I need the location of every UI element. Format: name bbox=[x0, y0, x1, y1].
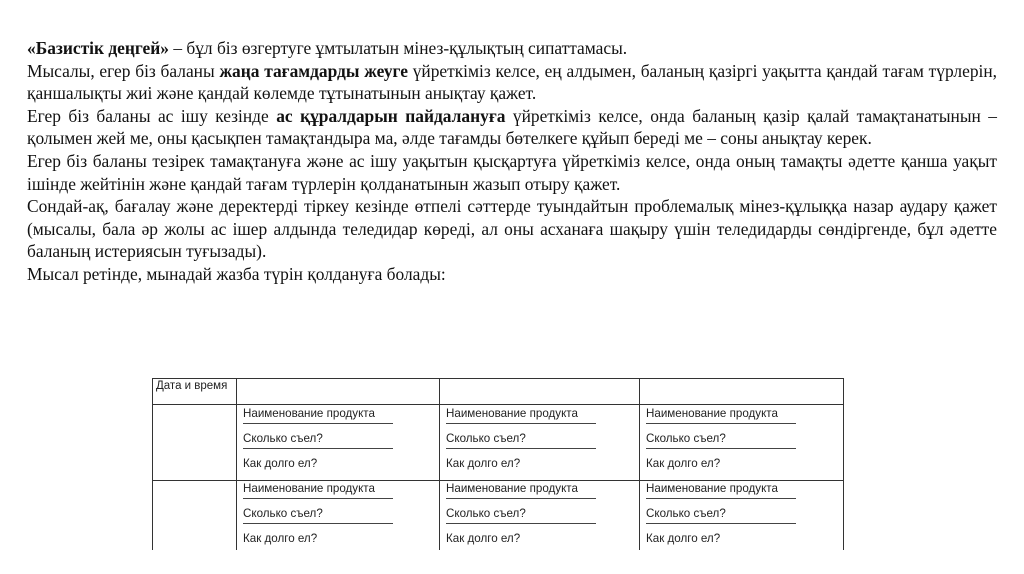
food-log-table bbox=[152, 378, 844, 550]
product-name-field: Наименование продукта bbox=[646, 407, 796, 424]
product-name-field: Наименование продукта bbox=[446, 407, 596, 424]
amount-eaten-field: Сколько съел? bbox=[646, 507, 796, 524]
table-row bbox=[236, 404, 843, 480]
eating-duration-field: Как долго ел? bbox=[446, 532, 521, 545]
paragraph bbox=[27, 150, 997, 195]
eating-duration-field: Как долго ел? bbox=[646, 457, 721, 470]
paragraph bbox=[27, 37, 997, 60]
paragraph bbox=[27, 263, 997, 286]
text-run: Сондай-ақ, бағалау және деректерді тіркеу кезінде өтпелі сәттерде туындайтын проблемалық мінез-құлыққа назар аудару қажет (мысалы, бала әр жолы ас ішер алдында теледидар көреді, ал оны асханаға шақыру үшін теледидарды сөндіргенде, бұл әдетте баланың истериясын туғызады). bbox=[27, 196, 997, 262]
text-run: Мысалы, егер біз баланы bbox=[27, 60, 220, 81]
paragraph bbox=[27, 60, 997, 105]
bold-term: ас құралдарын пайдалануға bbox=[276, 105, 506, 126]
eating-duration-field: Как долго ел? bbox=[646, 532, 721, 545]
text-run: Егер біз баланы тезірек тамақтануға және ас ішу уақытын қысқартуға үйреткіміз келсе, онда оның тамақты әдетте қанша уақыт ішінде жейтінін және қандай тағам түрлерін қолданатынын жазып отыру қажет. bbox=[27, 150, 997, 194]
date-time-header: Дата и время bbox=[156, 380, 228, 392]
product-name-field: Наименование продукта bbox=[646, 482, 796, 499]
amount-eaten-field: Сколько съел? bbox=[446, 432, 596, 449]
eating-duration-field: Как долго ел? bbox=[446, 457, 521, 470]
bold-term: «Базистік деңгей» bbox=[27, 38, 169, 58]
text-run: – бұл біз өзгертуге ұмтылатын мінез-құлықтың сипаттамасы. bbox=[169, 38, 628, 58]
amount-eaten-field: Сколько съел? bbox=[446, 507, 596, 524]
text-run: Егер біз баланы ас ішу кезінде bbox=[27, 105, 277, 126]
amount-eaten-field: Сколько съел? bbox=[243, 507, 393, 524]
paragraph bbox=[27, 195, 997, 263]
text-run: Мысал ретінде, мынадай жазба түрін қолдануға болады: bbox=[27, 263, 446, 284]
amount-eaten-field: Сколько съел? bbox=[646, 432, 796, 449]
table-row bbox=[236, 480, 843, 551]
product-name-field: Наименование продукта bbox=[243, 482, 393, 499]
paragraph bbox=[27, 105, 997, 150]
eating-duration-field: Как долго ел? bbox=[243, 457, 318, 470]
body-text bbox=[27, 37, 997, 286]
bold-term: жаңа тағамдарды жеуге bbox=[219, 60, 408, 81]
table-header-row bbox=[153, 379, 843, 405]
product-name-field: Наименование продукта bbox=[446, 482, 596, 499]
eating-duration-field: Как долго ел? bbox=[243, 532, 318, 545]
amount-eaten-field: Сколько съел? bbox=[243, 432, 393, 449]
text-run: үйреткіміз келсе, онда баланың қазір қалай тамақтанатынын – қолымен жей ме, оны қасықпен тамақтандыра ма, әлде тағамды бөтелкеге құйып береді ме – соны анықтау керек. bbox=[27, 105, 997, 149]
text-run: үйреткіміз келсе, ең алдымен, баланың қазіргі уақытта қандай тағам түрлерін, қаншалықты жиі және қандай көлемде тұтынатынын анықтау қажет. bbox=[27, 60, 997, 104]
product-name-field: Наименование продукта bbox=[243, 407, 393, 424]
